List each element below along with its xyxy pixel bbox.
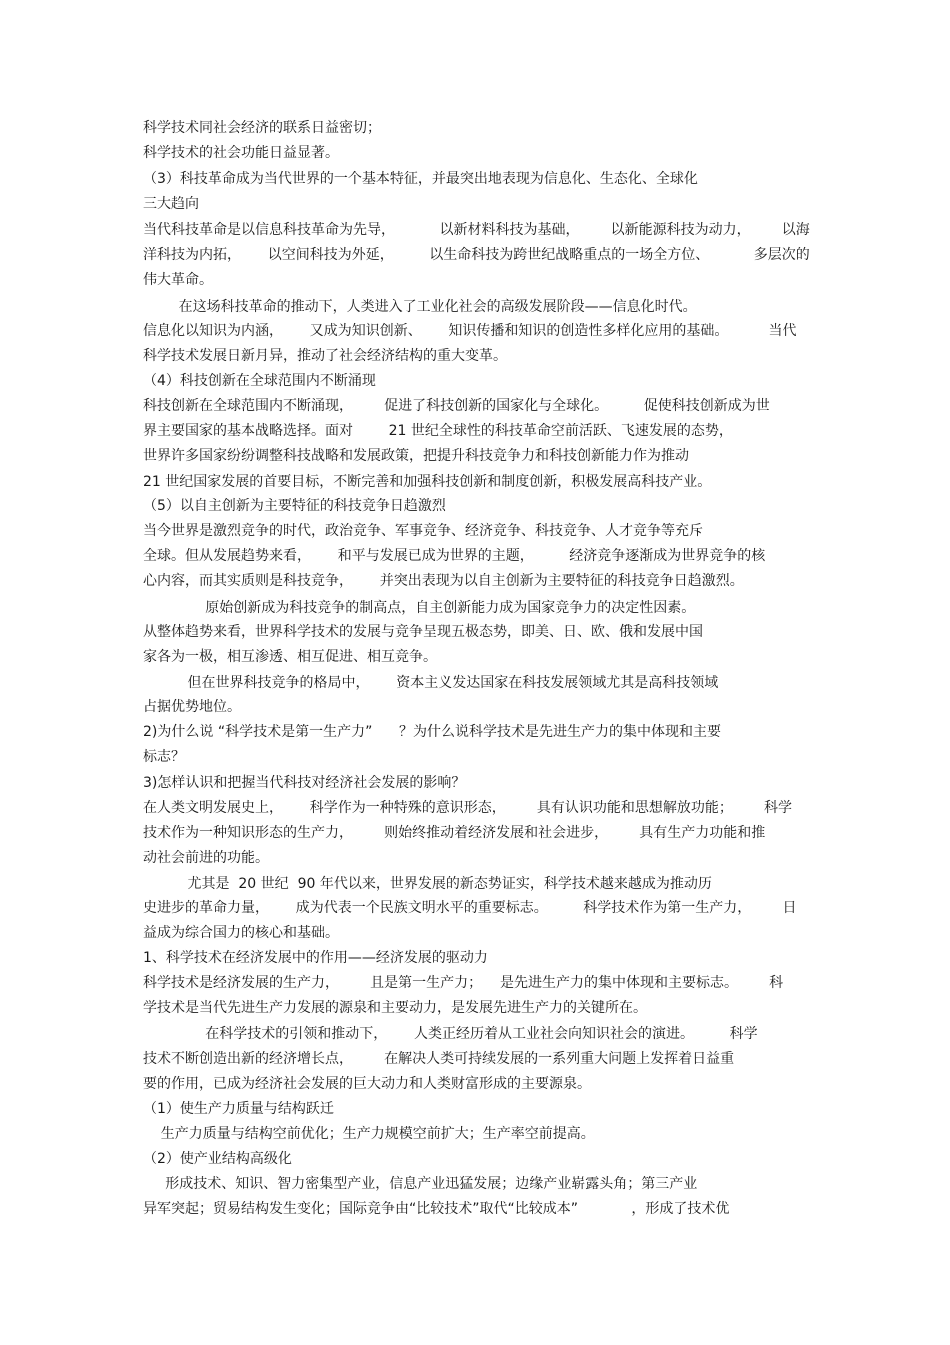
text-line: 家各为一极，相互渗透、相互促进、相互竞争。: [143, 649, 437, 665]
text-line: 科学技术发展日新月异，推动了社会经济结构的重大变革。: [143, 348, 507, 364]
section-heading: （4）科技创新在全球范围内不断涌现: [143, 373, 376, 389]
text-line: 但在世界科技竞争的格局中， 资本主义发达国家在科技发展领域尤其是高科技领域: [143, 675, 719, 691]
text-line: 21 世纪国家发展的首要目标，不断完善和加强科技创新和制度创新，积极发展高科技产业。: [143, 474, 712, 490]
text-line: 技术不断创造出新的经济增长点， 在解决人类可持续发展的一系列重大问题上发挥着日益重: [143, 1051, 735, 1067]
text-line: 要的作用，已成为经济社会发展的巨大动力和人类财富形成的主要源泉。: [143, 1076, 591, 1092]
question: 标志？: [143, 749, 185, 765]
text-line: 当代科技革命是以信息科技革命为先导， 以新材料科技为基础， 以新能源科技为动力， 以海: [143, 222, 810, 238]
question: 3)怎样认识和把握当代科技对经济社会发展的影响？: [143, 775, 466, 791]
text-line: 科学技术同社会经济的联系日益密切；: [143, 120, 381, 136]
text-line: 占据优势地位。: [143, 699, 241, 715]
section-heading: （1）使生产力质量与结构跃迁: [143, 1101, 334, 1117]
text-line: 在人类文明发展史上， 科学作为一种特殊的意识形态， 具有认识功能和思想解放功能； 科学: [143, 800, 793, 816]
text-line: 异军突起；贸易结构发生变化；国际竞争由“比较技术”取代“比较成本” ，形成了技术优: [143, 1201, 730, 1217]
text-line: 伟大革命。: [143, 272, 213, 288]
section-heading: 1、科学技术在经济发展中的作用——经济发展的驱动力: [143, 950, 488, 966]
section-heading: （3）科技革命成为当代世界的一个基本特征，并最突出地表现为信息化、生态化、全球化: [143, 171, 698, 187]
text-line: 在科学技术的引领和推动下， 人类正经历着从工业社会向知识社会的演进。 科学: [143, 1026, 758, 1042]
text-line: 原始创新成为科技竞争的制高点，自主创新能力成为国家竞争力的决定性因素。: [143, 600, 696, 616]
text-line: 心内容，而其实质则是科技竞争， 并突出表现为以自主创新为主要特征的科技竞争日趋激烈。: [143, 573, 744, 589]
text-line: 生产力质量与结构空前优化；生产力规模空前扩大；生产率空前提高。: [143, 1126, 595, 1142]
question: 2)为什么说 “科学技术是第一生产力” ？为什么说科学技术是先进生产力的集中体现和主要: [143, 724, 722, 740]
text-line: 动社会前进的功能。: [143, 850, 269, 866]
text-line: 尤其是 20 世纪 90 年代以来，世界发展的新态势证实，科学技术越来越成为推动历: [143, 876, 712, 892]
text-line: 信息化以知识为内涵， 又成为知识创新、 知识传播和知识的创造性多样化应用的基础。 当代: [143, 323, 797, 339]
text-line: 益成为综合国力的核心和基础。: [143, 925, 339, 941]
text-line: 科学技术的社会功能日益显著。: [143, 145, 339, 161]
text-line: 全球。但从发展趋势来看， 和平与发展已成为世界的主题， 经济竞争逐渐成为世界竞争的核: [143, 548, 766, 564]
text-line: 科学技术是经济发展的生产力， 且是第一生产力； 是先进生产力的集中体现和主要标志。 科: [143, 975, 784, 991]
text-line: 当今世界是激烈竞争的时代，政治竞争、军事竞争、经济竞争、科技竞争、人才竞争等充斥: [143, 523, 703, 539]
text-line: 世界许多国家纷纷调整科技战略和发展政策，把提升科技竞争力和科技创新能力作为推动: [143, 448, 689, 464]
text-line: 洋科技为内拓， 以空间科技为外延， 以生命科技为跨世纪战略重点的一场全方位、 多层次的: [143, 247, 810, 263]
text-line: 界主要国家的基本战略选择。面对 21 世纪全球性的科技革命空前活跃、飞速发展的态势，: [143, 423, 733, 439]
text-line: 学技术是当代先进生产力发展的源泉和主要动力，是发展先进生产力的关键所在。: [143, 1000, 647, 1016]
text-line: 在这场科技革命的推动下，人类进入了工业化社会的高级发展阶段——信息化时代。: [143, 299, 697, 315]
text-line: 科技创新在全球范围内不断涌现， 促进了科技创新的国家化与全球化。 促使科技创新成为世: [143, 398, 770, 414]
section-heading: （5）以自主创新为主要特征的科技竞争日趋激烈: [143, 498, 446, 514]
text-line: 形成技术、知识、智力密集型产业，信息产业迅猛发展；边缘产业崭露头角；第三产业: [143, 1176, 698, 1192]
section-heading: （2）使产业结构高级化: [143, 1151, 292, 1167]
section-heading: 三大趋向: [143, 196, 199, 212]
text-line: 史进步的革命力量， 成为代表一个民族文明水平的重要标志。 科学技术作为第一生产力， 日: [143, 900, 797, 916]
text-line: 从整体趋势来看，世界科学技术的发展与竞争呈现五极态势，即美、日、欧、俄和发展中国: [143, 624, 703, 640]
text-line: 技术作为一种知识形态的生产力， 则始终推动着经济发展和社会进步， 具有生产力功能和推: [143, 825, 766, 841]
